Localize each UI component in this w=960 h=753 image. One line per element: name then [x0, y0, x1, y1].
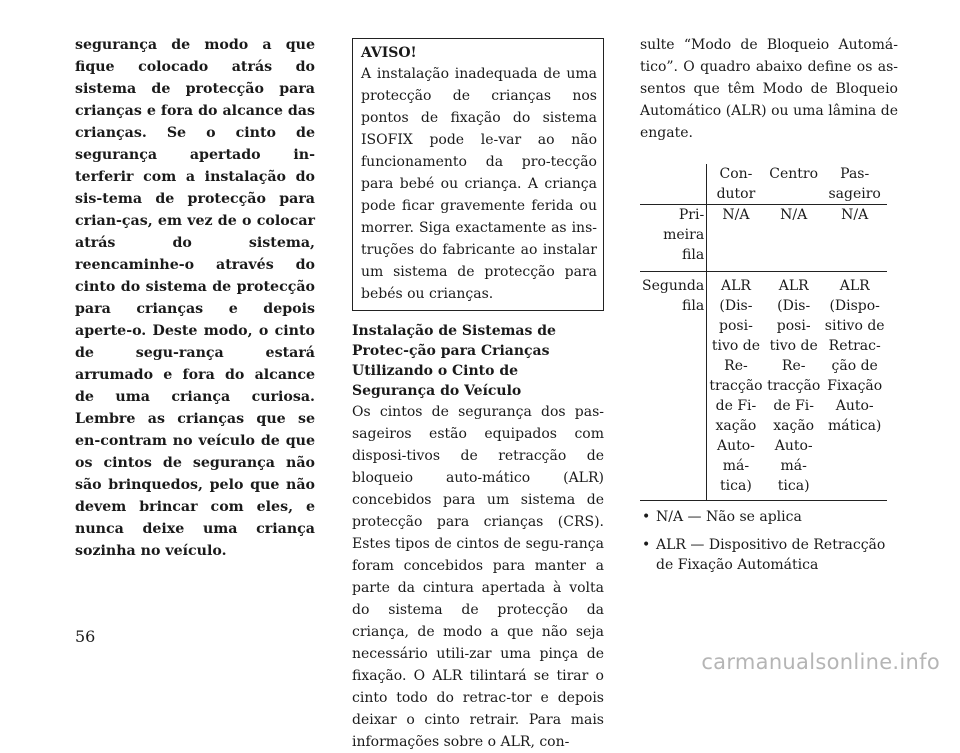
table-cell: N/A [765, 205, 823, 272]
table-row [640, 205, 887, 272]
table-header-cell: Con-dutor [707, 164, 765, 205]
list-item [640, 507, 898, 527]
alr-seat-table [640, 164, 887, 501]
table-header-cell: Centro [765, 164, 823, 205]
bullet-icon: • [642, 537, 651, 553]
table-header-cell [640, 164, 707, 205]
row-label: Pri-meira fila [640, 205, 707, 272]
section-heading: Instalação de Sistemas de Protec-ção para Crianças Utilizando o Cinto de Segurança do Veículo [352, 323, 556, 399]
table-header-cell: Pas-sageiro [823, 164, 887, 205]
note-text: N/A — Não se aplica [656, 509, 802, 525]
row-label: Segunda fila [640, 272, 707, 501]
watermark: carmanualsonline.info [701, 650, 940, 674]
middle-column [352, 34, 604, 753]
table-header-row [640, 164, 887, 205]
bold-safety-paragraph: segurança de modo a que fique colocado atrás do sistema de protecção para crianças e fora do alcance das crianças. Se o cinto de segurança apertado in-terferir com a instalação do sis-tema de protecção para crian-ças, em vez de o colocar atrás do sistema, reencaminhe-o através do cinto do sistema de protecção para crianças e depois aperte-o. Deste modo, o cinto de segu-rança estará arrumado e fora do alcance de uma criança curiosa. Lembre as crianças que se en-contram no veículo de que os cintos de segurança não são brinquedos, pelo que não devem brincar com eles, e nunca deixe uma criança sozinha no veículo. [75, 37, 315, 559]
bullet-icon: • [642, 509, 651, 525]
table-intro: sulte “Modo de Bloqueio Automá-tico”. O quadro abaixo define os as-sentos que têm Modo de Bloqueio Automático (ALR) ou uma lâmina de engate. [640, 37, 898, 141]
table-cell: ALR (Dis-posi-tivo de Re-tracção de Fi-xação Auto-má-tica) [765, 272, 823, 501]
table-notes [640, 507, 898, 575]
right-column [640, 34, 898, 583]
list-item [640, 535, 898, 575]
table-cell: ALR (Dis-posi-tivo de Re-tracção de Fi-xação Auto-má-tica) [707, 272, 765, 501]
section-body: Os cintos de segurança dos pas-sageiros estão equipados com disposi-tivos de retracção de bloqueio auto-mático (ALR) concebidos para um sistema de protecção para crianças (CRS). Estes tipos de cintos de segu-rança foram concebidos para manter a parte da cintura apertada à volta do sistema de protecção da criança, de modo a que não seja necessário utili-zar uma pinça de fixação. O ALR tilintará se tirar o cinto todo do retrac-tor e depois deixar o cinto retrair. Para mais informações sobre o ALR, con- [352, 404, 604, 750]
warning-box [352, 38, 604, 311]
table-cell: N/A [823, 205, 887, 272]
table-cell: N/A [707, 205, 765, 272]
table-cell: ALR (Dispo-sitivo de Retrac-ção de Fixação Auto-mática) [823, 272, 887, 501]
left-column [75, 34, 315, 562]
table-row [640, 272, 887, 501]
warning-title: AVISO! [361, 45, 417, 61]
page-number: 56 [75, 627, 96, 646]
note-text: ALR — Dispositivo de Retracção de Fixação Automática [656, 537, 886, 573]
warning-text: A instalação inadequada de uma protecção de crianças nos pontos de fixação do sistema ISOFIX pode le-var ao não funcionamento da pro-tecção para bebé ou criança. A criança pode ficar gravemente ferida ou morrer. Siga exactamente as ins-truções do fabricante ao instalar um sistema de protecção para bebés ou crianças. [361, 66, 597, 302]
